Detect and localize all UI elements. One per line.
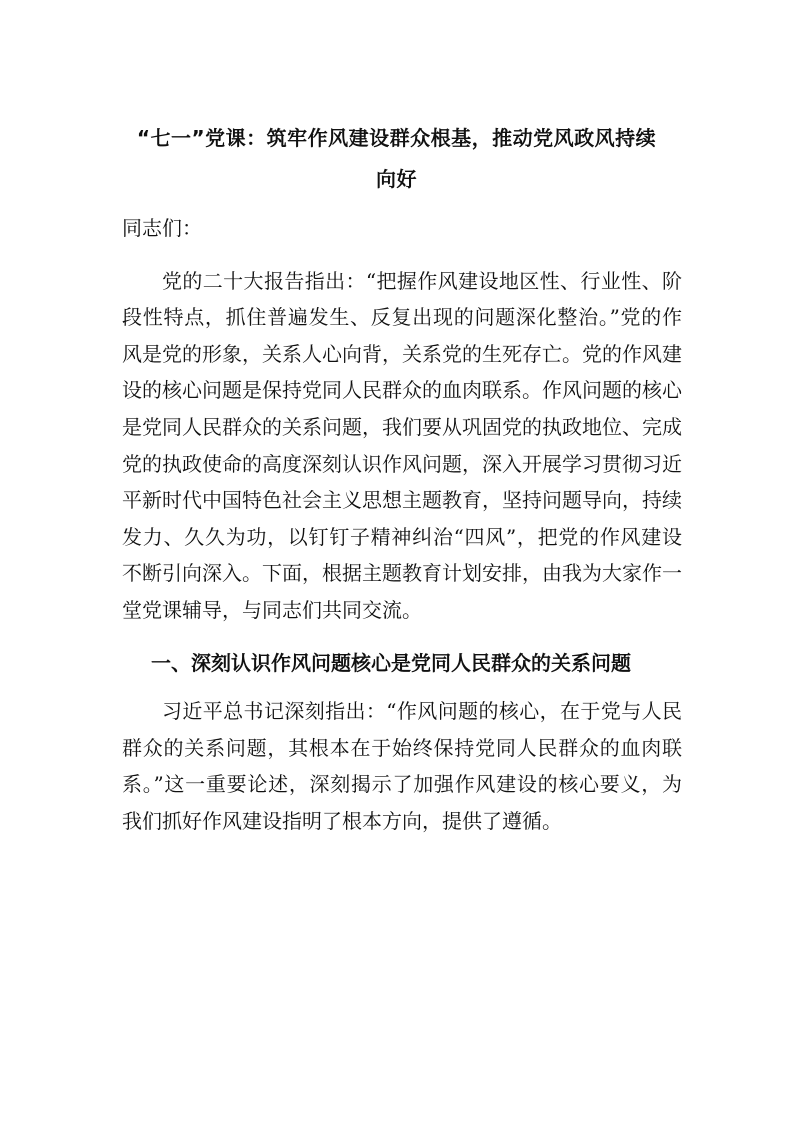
salutation: 同志们： [122, 216, 202, 240]
section-heading: 一、深刻认识作风问题核心是党同人民群众的关系问题 [151, 650, 631, 675]
title-line-2: 向好 [376, 167, 417, 191]
section-paragraph: 习近平总书记深刻指出：“作风问题的核心，在于党与人民群众的关系问题，其根本在于始终保持党同人民群众的血肉联系。”这一重要论述，深刻揭示了加强作风建设的核心要义，为我们抓好作风建设指明了根本方向，提供了遵循。 [122, 699, 682, 833]
title-line-1: “七一”党课：筑牢作风建设群众根基，推动党风政风持续 [136, 126, 657, 150]
intro-paragraph: 党的二十大报告指出：“把握作风建设地区性、行业性、阶段性特点，抓住普遍发生、反复出现的问题深化整治。”党的作风是党的形象，关系人心向背，关系党的生死存亡。党的作风建设的核心问题是保持党同人民群众的血肉联系。作风问题的核心是党同人民群众的关系问题，我们要从巩固党的执政地位、完成党的执政使命的高度深刻认识作风问题，深入开展学习贯彻习近平新时代中国特色社会主义思想主题教育，坚持问题导向，持续发力、久久为功，以钉钉子精神纠治“四风”，把党的作风建设不断引向深入。下面，根据主题教育计划安排，由我为大家作一堂党课辅导，与同志们共同交流。 [122, 268, 682, 622]
document-body [122, 210, 682, 840]
document-title [112, 118, 681, 200]
